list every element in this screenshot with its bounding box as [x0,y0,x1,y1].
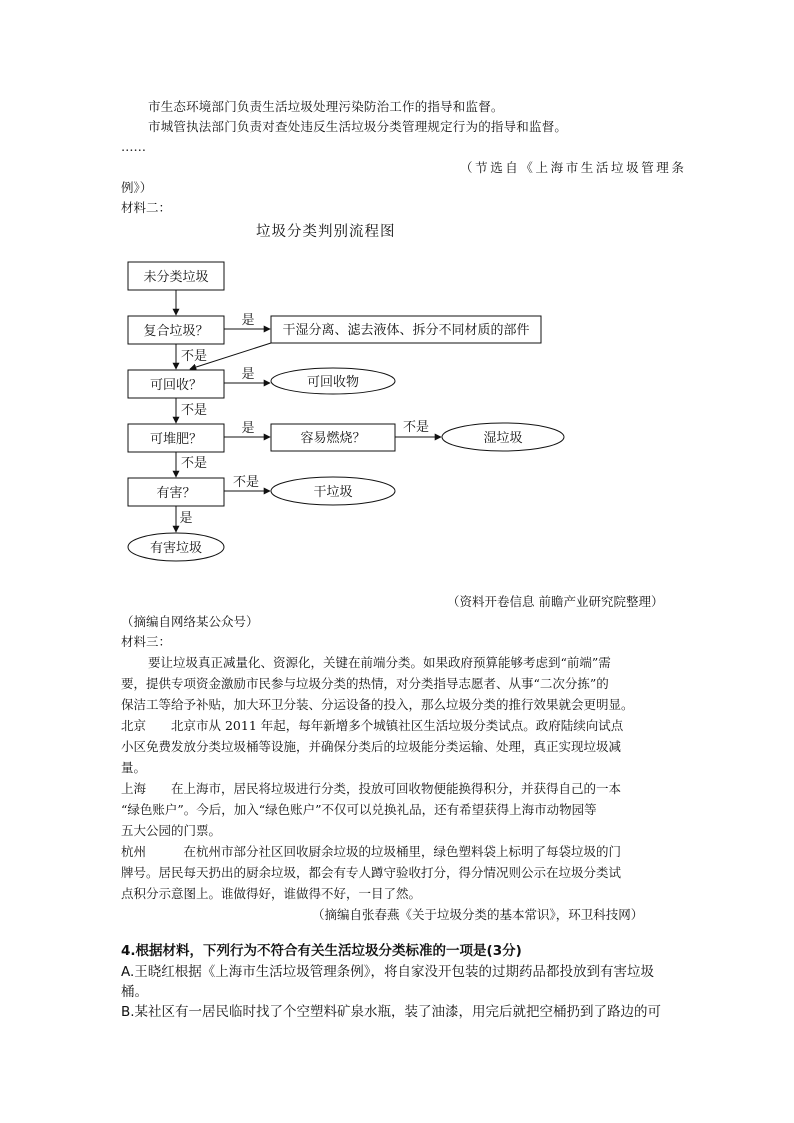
chart-title: 垃圾分类判别流程图 [256,224,396,240]
material3-line-9: 五大公园的门票。 [121,823,222,838]
material3-line-8: “绿色账户”。今后，加入“绿色账户”不仅可以兑换礼品，还有希望获得上海市动物园等 [121,802,597,817]
material3-line-4: 北京 北京市从 2011 年起，每年新增多个城镇社区生活垃圾分类试点。政府陆续向试点 [121,718,624,733]
material2-source-2: （摘编自网络某公众号） [121,614,259,629]
q1-yes-label: 是 [241,313,255,328]
material3-source: （摘编自张春燕《关于垃圾分类的基本常识》，环卫科技网） [312,907,644,922]
material3-line-10: 杭州 在杭州市部分社区回收厨余垃圾的垃圾桶里，绿色塑料袋上标明了每袋垃圾的门 [121,844,622,859]
material3-line-11: 牌号。居民每天扔出的厨余垃圾，都会有专人蹲守验收打分，得分情况则公示在垃圾分类试 [121,865,622,880]
node-q2-result-label: 可回收物 [306,375,360,390]
material2-label: 材料二： [121,200,172,215]
q2-yes-label: 是 [241,367,255,382]
node-q3-label: 可堆肥？ [149,432,203,447]
node-q3-sub-label: 容易燃烧？ [300,431,366,446]
node-q1-label: 复合垃圾？ [143,324,209,339]
node-q1-action-label: 干湿分离、滤去液体、拆分不同材质的部件 [282,323,530,338]
material3-line-7: 上海 在上海市，居民将垃圾进行分类，投放可回收物便能换得积分，并获得自己的一本 [121,781,622,796]
ellipsis: …… [121,139,146,154]
node-q4-no-result-label: 干垃圾 [313,485,353,500]
material3-line-12: 点积分示意图上。谁做得好，谁做得不好，一目了然。 [121,886,422,901]
material3-line-2: 要，提供专项资金激励市民参与垃圾分类的热情，对分类指导志愿者、从事“二次分拣”的 [121,676,609,691]
q3-no-label: 不是 [180,456,208,471]
node-q2-label: 可回收？ [149,378,203,393]
node-start-label: 未分类垃圾 [143,270,209,285]
q4-no-label: 不是 [232,475,260,490]
question-4-stem: 4.根据材料，下列行为不符合有关生活垃圾分类标准的一项是(3分) [121,943,522,959]
material3-line-6: 量。 [121,760,147,775]
option-a-line-1: A.王晓红根据《上海市生活垃圾管理条例》，将自家没开包装的过期药品都投放到有害垃圾 [121,964,655,980]
material1-source-line-1: （节选自《上海市生活垃圾管理条 [460,160,687,175]
q2-no-label: 不是 [180,403,208,418]
q3-sub-no-label: 不是 [402,420,430,435]
q3-yes-label: 是 [241,421,255,436]
q1-no-label: 不是 [180,349,208,364]
node-q4-label: 有害？ [156,486,196,501]
material2-source: （资料开卷信息 前瞻产业研究院整理） [447,594,664,609]
material3-line-5: 小区免费发放分类垃圾桶等设施，并确保分类后的垃圾能分类运输、处理，真正实现垃圾减 [121,739,622,754]
node-q3-sub-result-label: 湿垃圾 [483,431,523,446]
material1-line-1: 市生态环境部门负责生活垃圾处理污染防治工作的指导和监督。 [148,99,504,114]
q4-yes-label: 是 [179,511,193,526]
material3-line-1: 要让垃圾真正减量化、资源化，关键在前端分类。如果政府预算能够考虑到“前端”需 [148,655,611,670]
material1-source-line-2: 例》） [121,180,153,195]
option-b-line-1: B.某社区有一居民临时找了个空塑料矿泉水瓶，装了油漆，用完后就把空桶扔到了路边的可 [121,1004,662,1020]
material3-line-3: 保洁工等给予补贴，加大环卫分装、分运设备的投入，那么垃圾分类的推行效果就会更明显。 [121,697,634,712]
node-q4-yes-result-label: 有害垃圾 [149,541,203,556]
material3-label: 材料三： [121,634,172,649]
option-a-line-2: 桶。 [121,984,148,1000]
material1-line-2: 市城管执法部门负责对查处违反生活垃圾分类管理规定行为的指导和监督。 [148,119,568,134]
